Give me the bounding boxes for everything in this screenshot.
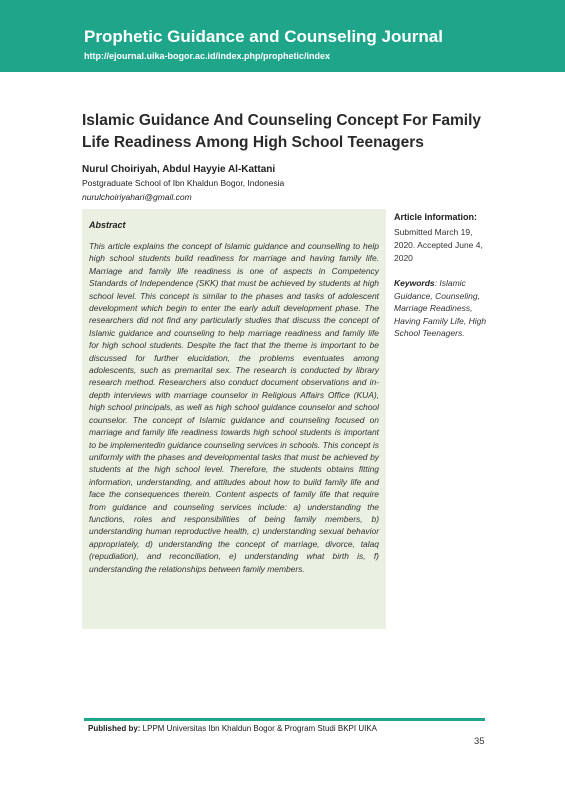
abstract-label: Abstract: [89, 220, 126, 230]
article-information: [394, 212, 494, 340]
publisher-name: LPPM Universitas Ibn Khaldun Bogor & Program Studi BKPI UIKA: [140, 724, 378, 733]
published-by-label: Published by:: [88, 724, 141, 733]
keywords: [394, 277, 494, 340]
footer-publisher: [88, 724, 377, 733]
page-number: 35: [474, 736, 485, 747]
journal-title: Prophetic Guidance and Counseling Journal: [84, 27, 443, 46]
journal-url[interactable]: http://ejournal.uika-bogor.ac.id/index.php/prophetic/index: [84, 51, 331, 61]
abstract-text: This article explains the concept of Islamic guidance and counselling to help high school students build readiness for marriage and having family life. Marriage and family life readiness is one of aspects in Competency Standards of Independence (SKK) that must be achieved by students at high school level. This concept is similar to the phases and tasks of adolescent development which begin to enter the early adult development phase. The researchers did not find any particularly studies that discuss the concept of Islamic guidance and counseling to help marriage readiness and family life for high school students. Despite the fact that the theme is important to be discussed for further elucidation, the problems eventuates among adolescents, such as premarital sex. The research is conducted by library research method. Researchers also conduct document observations and in-depth interviews with marriage counselor in Religious Affairs Office (KUA), high school principals, as well as high school guidance counselor and school counselor. The concept of Islamic guidance and counseling focused on marriage and family life readiness towards high school students is important to be implementedin guidance counseling services in schools. This concept is uniformly with the phases and developmental tasks that must be achieved by students at the high school level. Therefore, the students obtains fitting information, understanding, and attitudes about how to build family life and face the consequences therein. Content aspects of family life that require from guidance and counseling services include: a) understanding the functions, roles and responsibilities of being family members, b) understanding human reproductive health, c) understanding sexual behavior appropriately, d) understanding the concept of marriage, divorce, talaq (repudiation), and reconciliation, e) understanding what birth is, f) understanding the relationships between family members.: [89, 241, 379, 574]
author-email[interactable]: nurulchoiriyahari@gmail.com: [82, 192, 192, 202]
journal-header: [0, 0, 565, 72]
article-title: Islamic Guidance And Counseling Concept For Family Life Readiness Among High School Teenagers: [82, 112, 482, 151]
abstract-box: [82, 209, 386, 629]
keywords-label: Keywords: [394, 278, 435, 288]
article-dates: Submitted March 19, 2020. Accepted June 4, 2020: [394, 227, 483, 263]
affiliation: Postgraduate School of Ibn Khaldun Bogor, Indonesia: [82, 178, 285, 188]
footer-divider: [84, 718, 485, 721]
keywords-list: : Islamic Guidance, Counseling, Marriage Readiness, Having Family Life, High School Teenagers.: [394, 278, 487, 338]
article-info-label: Article Information:: [394, 212, 478, 222]
authors: Nurul Choiriyah, Abdul Hayyie Al-Kattani: [82, 164, 276, 175]
